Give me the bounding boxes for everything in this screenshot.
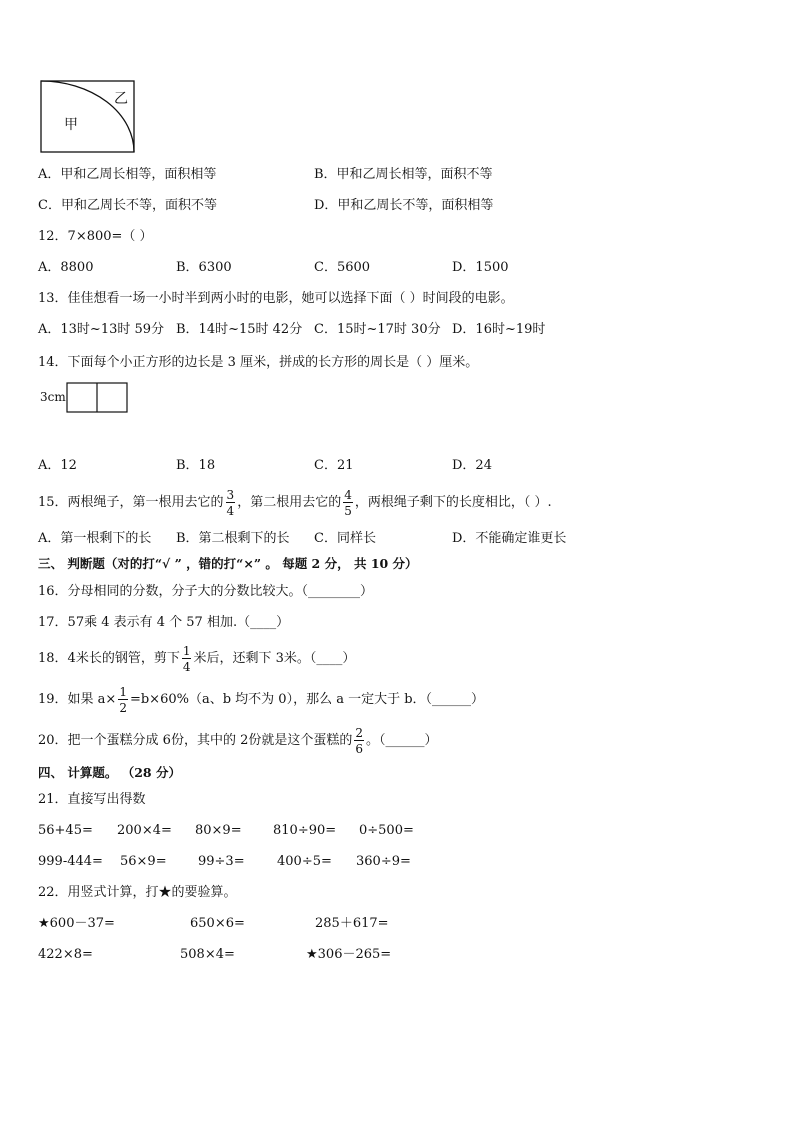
q21-item: 810÷90= bbox=[273, 823, 337, 838]
q22-item: ★600－37= bbox=[38, 916, 115, 931]
q20-text-part-b: 。（______） bbox=[366, 733, 438, 748]
q21-item: 80×9= bbox=[195, 823, 242, 838]
q15-fraction-2 bbox=[343, 489, 353, 517]
q20-text bbox=[38, 722, 438, 760]
q18-text-part-a: 18．4米长的钢管，剪下 bbox=[38, 651, 180, 666]
q21-item: 360÷9= bbox=[356, 854, 411, 869]
q15-stem-part-c: ，两根绳子剩下的长度相比，（ ）. bbox=[354, 495, 552, 510]
q13-option-a[interactable]: A．13时~13时 59分 bbox=[38, 322, 165, 337]
q20-text-part-a: 20．把一个蛋糕分成 6份，其中的 2份就是这个蛋糕的 bbox=[38, 733, 353, 748]
q15-option-d[interactable]: D．不能确定谁更长 bbox=[452, 531, 567, 546]
q19-text-part-b: =b×60%（a、b 均不为 0），那么 a 一定大于 b．（______） bbox=[129, 692, 485, 707]
q15-frac1-den: 4 bbox=[226, 503, 235, 518]
q13-option-d[interactable]: D．16时~19时 bbox=[452, 322, 546, 337]
q14-option-d[interactable]: D．24 bbox=[452, 458, 492, 473]
q11-option-a[interactable]: A．甲和乙周长相等，面积相等 bbox=[38, 167, 217, 182]
q17-text: 17．57乘 4 表示有 4 个 57 相加.（____） bbox=[38, 615, 290, 630]
q15-frac2-num: 4 bbox=[344, 487, 352, 502]
q12-option-a[interactable]: A．8800 bbox=[38, 260, 94, 275]
q20-frac-num: 2 bbox=[355, 725, 363, 740]
q21-item: 56+45= bbox=[38, 823, 93, 838]
q14-figure-label: 3cm bbox=[40, 390, 66, 404]
q14-stem: 14．下面每个小正方形的边长是 3 厘米，拼成的长方形的周长是（ ）厘米。 bbox=[38, 355, 479, 370]
q15-frac2-den: 5 bbox=[344, 503, 352, 518]
q12-option-c[interactable]: C．5600 bbox=[314, 260, 371, 275]
q21-title: 21．直接写出得数 bbox=[38, 792, 146, 807]
q22-title: 22．用竖式计算，打★的要验算。 bbox=[38, 885, 237, 900]
label-yi: 乙 bbox=[114, 91, 128, 107]
q22-item: 285＋617= bbox=[315, 916, 389, 931]
q12-stem: 12．7×800=（ ） bbox=[38, 229, 153, 244]
q21-item: 99÷3= bbox=[198, 854, 245, 869]
q13-stem: 13．佳佳想看一场一小时半到两小时的电影，她可以选择下面（ ）时间段的电影。 bbox=[38, 291, 514, 306]
q21-item: 0÷500= bbox=[359, 823, 414, 838]
q21-item: 56×9= bbox=[120, 854, 167, 869]
q20-fraction bbox=[354, 727, 364, 755]
q19-text bbox=[38, 681, 484, 719]
q21-item: 999-444= bbox=[38, 854, 103, 869]
q18-frac-num: 1 bbox=[182, 643, 191, 658]
q22-item: 422×8= bbox=[38, 947, 93, 962]
q15-option-c[interactable]: C．同样长 bbox=[314, 531, 376, 546]
q15-option-a[interactable]: A．第一根剩下的长 bbox=[38, 531, 152, 546]
q15-option-b[interactable]: B．第二根剩下的长 bbox=[176, 531, 290, 546]
q14-option-b[interactable]: B．18 bbox=[176, 458, 216, 473]
q19-fraction bbox=[118, 686, 128, 714]
q21-item: 400÷5= bbox=[277, 854, 332, 869]
q19-frac-num: 1 bbox=[119, 684, 127, 699]
q18-text-part-b: 米后，还剩下 3米。（____） bbox=[193, 651, 356, 666]
q18-frac-den: 4 bbox=[182, 659, 191, 674]
q16-text: 16．分母相同的分数，分子大的分数比较大。（________） bbox=[38, 584, 374, 599]
q22-item: 650×6= bbox=[190, 916, 245, 931]
q15-stem bbox=[38, 484, 552, 522]
q21-item: 200×4= bbox=[117, 823, 172, 838]
q11-option-b[interactable]: B．甲和乙周长相等，面积不等 bbox=[314, 167, 493, 182]
label-jia: 甲 bbox=[64, 117, 78, 133]
q19-frac-den: 2 bbox=[119, 700, 127, 715]
q22-item: 508×4= bbox=[180, 947, 235, 962]
q15-fraction-1 bbox=[226, 489, 236, 517]
q15-stem-part-a: 15．两根绳子，第一根用去它的 bbox=[38, 495, 224, 510]
q13-option-c[interactable]: C．15时~17时 30分 bbox=[314, 322, 441, 337]
q19-text-part-a: 19．如果 a× bbox=[38, 692, 117, 707]
q22-item: ★306－265= bbox=[306, 947, 392, 962]
two-squares-figure bbox=[66, 382, 128, 413]
q12-option-d[interactable]: D．1500 bbox=[452, 260, 509, 275]
section-4-title: 四、 计算题。 （28 分） bbox=[38, 765, 181, 780]
q15-frac1-num: 3 bbox=[226, 487, 235, 502]
q15-stem-part-b: ，第二根用去它的 bbox=[237, 495, 342, 510]
q11-option-c[interactable]: C．甲和乙周长不等，面积不等 bbox=[38, 198, 217, 213]
q14-option-a[interactable]: A．12 bbox=[38, 458, 77, 473]
q11-option-d[interactable]: D．甲和乙周长不等，面积相等 bbox=[314, 198, 494, 213]
section-3-title: 三、 判断题（对的打“√ ” ，错的打“×” 。 每题 2 分， 共 10 分） bbox=[38, 556, 418, 571]
q18-fraction bbox=[182, 645, 192, 673]
q20-frac-den: 6 bbox=[355, 741, 363, 756]
q12-option-b[interactable]: B．6300 bbox=[176, 260, 232, 275]
q18-text bbox=[38, 640, 355, 678]
q13-option-b[interactable]: B．14时~15时 42分 bbox=[176, 322, 303, 337]
q14-option-c[interactable]: C．21 bbox=[314, 458, 354, 473]
